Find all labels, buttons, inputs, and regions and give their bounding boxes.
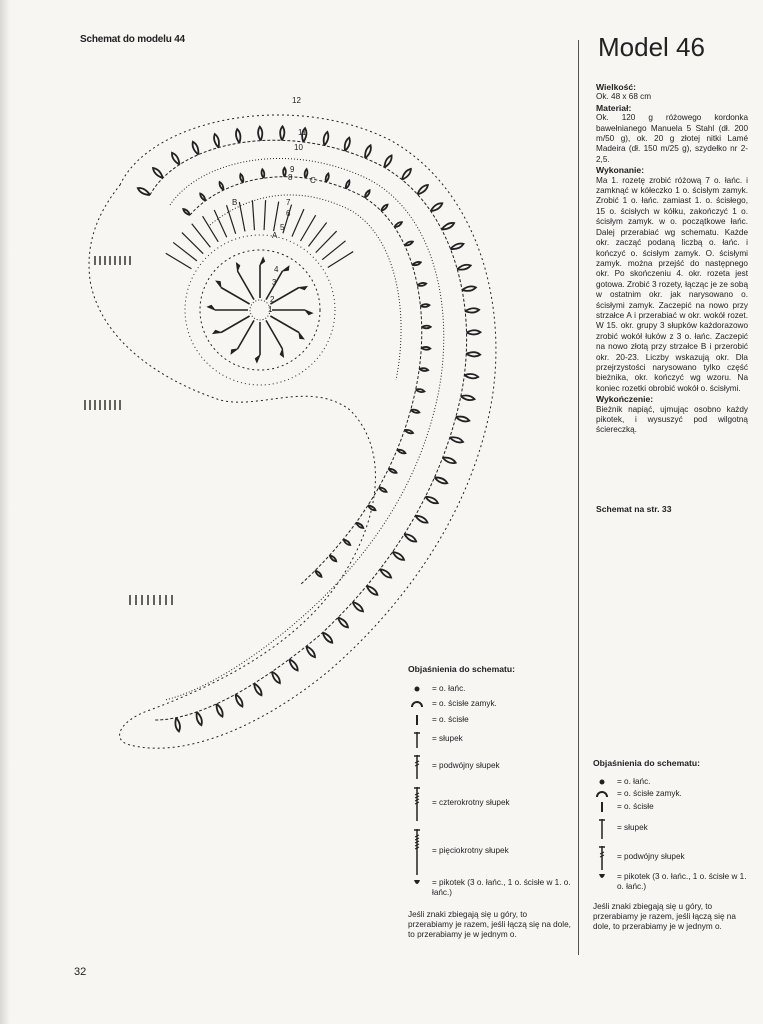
shell-petal <box>457 265 470 270</box>
rosette-spoke <box>221 288 250 305</box>
legend-text: = podwójny słupek <box>432 761 500 770</box>
legend-row <box>593 788 753 800</box>
rosette-tip <box>208 305 215 310</box>
page-spine-shadow <box>0 0 10 1024</box>
shell-petal <box>214 134 219 147</box>
dot-icon <box>593 778 611 786</box>
double-slupek-icon <box>408 753 426 779</box>
five-slupek-icon <box>408 827 426 875</box>
fan-stroke <box>316 231 337 253</box>
rosette-spoke <box>238 320 255 349</box>
legend-title: Objaśnienia do schematu: <box>593 758 700 768</box>
inner-petal <box>346 180 350 188</box>
shell-petal <box>462 286 476 291</box>
rosette-tip <box>237 263 240 271</box>
column-divider <box>578 40 579 955</box>
fan-stroke <box>308 222 326 246</box>
legend-text: = czterokrotny słupek <box>432 798 510 807</box>
shell-petal <box>345 138 350 151</box>
inner-petal <box>389 469 397 473</box>
inner-petal <box>397 450 405 454</box>
shell-petal <box>197 712 202 725</box>
shell-petal <box>450 244 463 250</box>
legend-text: = o. ścisłe <box>432 715 469 724</box>
legend-text: = podwójny słupek <box>617 852 685 861</box>
fan-stroke <box>203 216 219 242</box>
legend-text: = o. łańc. <box>617 777 651 786</box>
rosette-spoke <box>270 288 299 305</box>
size-text: Ok. 48 x 68 cm <box>596 92 652 102</box>
shell-petal <box>272 672 280 684</box>
finishing-heading: Wykończenie: <box>596 394 654 405</box>
inner-petal <box>343 539 350 545</box>
fan-stroke <box>182 233 203 254</box>
inner-petal <box>356 523 363 528</box>
legend-note: Jeśli znaki zbiegają się u góry, to przerabiamy je razem, jeśli łączą się na dole, to przerabiamy je w jednym o. <box>408 910 571 939</box>
legend-row <box>408 728 574 750</box>
bar-icon <box>408 715 426 725</box>
shell-petal <box>464 374 478 378</box>
shell-petal <box>384 155 391 167</box>
schema-title: Schemat do modelu 44 <box>80 34 185 45</box>
rosette-tip <box>299 287 307 290</box>
rosette-tip <box>305 310 312 315</box>
slupek-icon <box>593 817 611 839</box>
round-label-6: 6 <box>286 209 291 218</box>
fan-stroke <box>192 224 211 248</box>
inner-petal <box>368 505 376 510</box>
fan-stroke <box>227 205 236 234</box>
rosette-ring <box>185 235 335 385</box>
shell-petal <box>254 683 261 695</box>
rosette-center <box>250 300 270 320</box>
rosette-spoke <box>221 316 250 333</box>
quad-slupek-icon <box>408 785 426 821</box>
legend-row <box>593 800 753 814</box>
inner-petal <box>315 570 321 576</box>
page-number: 32 <box>74 966 87 978</box>
slupek-icon <box>408 730 426 748</box>
rosette-tip <box>283 266 289 271</box>
legend-text: = pikotek (3 o. łańc., 1 o. ścisłe w 1. o. łańc.) <box>432 878 571 897</box>
shell-petal <box>402 169 411 180</box>
round-label-12: 12 <box>292 96 301 105</box>
inner-petal <box>416 389 425 392</box>
rosette-spoke <box>270 316 299 333</box>
inner-petal <box>330 555 337 561</box>
shell-petal <box>404 534 416 542</box>
inner-petal <box>283 168 286 177</box>
shell-petal <box>323 632 333 642</box>
round-label-7: 7 <box>286 198 291 207</box>
picot-icon <box>593 872 611 882</box>
picot-icon <box>408 878 426 888</box>
inner-petal <box>417 283 426 286</box>
model-title: Model 46 <box>598 32 705 62</box>
fan-stroke <box>173 242 197 260</box>
arc-icon <box>593 790 611 798</box>
shell-petal <box>393 552 404 560</box>
fan-stroke <box>328 252 353 268</box>
inner-petal <box>240 174 243 183</box>
shell-petal <box>456 417 470 422</box>
rosette-tip <box>299 333 304 339</box>
shell-petal <box>466 352 480 356</box>
shell-petal <box>353 602 363 611</box>
shell-petal <box>236 129 240 143</box>
shell-petal <box>306 646 315 657</box>
arc-icon <box>408 700 426 708</box>
fan-stroke <box>300 215 315 241</box>
legend-row <box>408 682 574 696</box>
rosette-tip <box>216 281 221 287</box>
legend-text: = pikotek (3 o. łańc., 1 o. ścisłe w 1. o. łańc.) <box>617 872 747 891</box>
inner-petal <box>365 190 370 198</box>
rosette-spoke <box>266 320 283 349</box>
legend-right-page <box>593 758 753 932</box>
rosette-tip <box>231 349 237 354</box>
shell-petal <box>425 497 437 503</box>
material-heading: Materiał: <box>596 102 632 113</box>
round-label-5: 5 <box>280 223 285 232</box>
inner-petal <box>394 222 402 227</box>
shell-petal <box>431 203 443 211</box>
rosette-spoke <box>238 271 255 300</box>
dot-icon <box>408 685 426 693</box>
fan-stroke <box>252 200 254 230</box>
rosette-tip <box>260 258 265 265</box>
round-label-1: 1 <box>268 305 273 314</box>
legend-row <box>593 776 753 788</box>
round-label-2: 2 <box>270 295 275 304</box>
legend-left-page <box>408 664 574 940</box>
round-label-11: 11 <box>298 128 307 137</box>
inner-petal <box>381 205 387 211</box>
execution-text: Ma 1. rozetę zrobić różową 7 o. łańc. i zamknąć w kółeczko 1 o. ścisłym zamyk. Zrobić 1 o. łańc. zamiast 1. o. ścisłego, 15 o. ścisłych w kółku, zakończyć 1 o. ścisłym zamyk. w o. początkowe łańc. Dalej przerabiać wg schematu. Każde okr. zacząć podaną liczbą o. łańc. i kończyć o. ścisłym zamyk. O. ścisłymi zamyk. można przejść do następnego okr. Po skończeniu 4. okr. rozeta jest gotowa. Zrobić 3 rozety, łącząc je ze sobą w ostatnim okr. jak narysowano o. ścisłymi zamyk. Zaczepić na nowo przy strzałce A i przerabiać w okr. wokół rozet. W 15. okr. grupy 3 słupków każdorazowo zrobić wokół łuków z 3 o. łańc. Zaczepić na nowo złotą przy strzałce B i przerobić okr. 20-23. Liczby wskazują okr. Dla przejrzystości narysowano tylko część bieżnika, okr. kończyć wg wzoru. Na koniec rozetki obrobić wokół o. ścisłymi. <box>596 175 748 393</box>
shell-petal <box>465 308 479 312</box>
double-slupek-icon <box>593 844 611 870</box>
inner-petal <box>261 169 264 178</box>
instructions-column <box>596 82 748 436</box>
inner-petal <box>305 169 308 178</box>
legend-text: = o. ścisłe zamyk. <box>432 699 497 708</box>
legend-row <box>408 782 574 824</box>
execution-heading: Wykonanie: <box>596 165 645 176</box>
shell-petal <box>258 127 262 141</box>
shell-petal <box>175 718 180 732</box>
shell-petal <box>461 396 475 401</box>
legend-text: = słupek <box>432 734 463 743</box>
shell-petal <box>193 142 199 155</box>
inner-petal <box>200 194 205 201</box>
legend-text: = o. ścisłe <box>617 802 654 811</box>
round-label-10: 10 <box>294 143 303 152</box>
rosette-tip <box>213 330 221 333</box>
legend-text: = o. łańc. <box>432 684 466 693</box>
shell-petal <box>236 694 243 706</box>
legend-title: Objaśnienia do schematu: <box>408 664 515 674</box>
shell-petal <box>280 126 284 140</box>
shell-petal <box>450 437 463 442</box>
shell-petal <box>467 330 481 334</box>
shell-petal <box>442 223 454 230</box>
shell-petal <box>172 153 180 165</box>
legend-row <box>593 814 753 842</box>
inner-petal <box>419 368 428 371</box>
shell-petal <box>443 458 456 464</box>
arrow-label-b: B <box>232 198 238 207</box>
inner-petal <box>326 173 329 182</box>
shell-petal <box>138 188 150 195</box>
legend-row <box>593 842 753 872</box>
legend-text: = o. ścisłe zamyk. <box>617 789 682 798</box>
arrow-label-c: C <box>310 176 316 185</box>
inner-petal <box>183 209 190 215</box>
legend-note: Jeśli znaki zbiegają się u góry, to przerabiamy je razem, jeśli łączą się na dole, to przerabiamy je w jednym o. <box>593 902 736 931</box>
size-heading: Wielkość: <box>596 82 637 92</box>
shell-petal <box>380 569 391 578</box>
legend-row <box>408 878 574 906</box>
fan-stroke <box>322 241 345 260</box>
see-schema-note: Schemat na str. 33 <box>596 504 672 514</box>
shell-petal <box>338 618 348 628</box>
inner-petal <box>219 182 223 190</box>
finishing-text: Bieżnik napiąć, ujmując osobno każdy pikotek, i wysuszyć pod wilgotną ściereczką. <box>596 404 748 435</box>
bar-icon <box>593 802 611 812</box>
shell-petal <box>324 132 329 146</box>
inner-petal <box>420 304 429 307</box>
legend-row <box>408 696 574 712</box>
round-label-4: 4 <box>274 265 279 274</box>
legend-text: = słupek <box>617 823 648 832</box>
shell-petal <box>367 586 378 595</box>
material-text: Ok. 120 g różowego kordonka bawełnianego Manuela 5 Stahl (dł. 200 m/50 g), ok. 20 g złotej nitki Lamé Madeira (dł. 150 m/25 g), szydełko nr 2-2,5. <box>596 113 748 164</box>
inner-petal <box>422 326 431 329</box>
shell-petal <box>434 477 447 483</box>
diagram-band <box>190 177 422 585</box>
legend-row <box>408 712 574 728</box>
inner-petal <box>405 430 414 433</box>
fan-stroke <box>264 200 266 230</box>
fan-stroke <box>166 253 192 268</box>
inner-petal <box>412 262 421 265</box>
fan-stroke <box>274 202 279 232</box>
shell-petal <box>153 168 163 178</box>
fan-stroke <box>292 209 304 237</box>
shell-petal <box>415 516 427 523</box>
legend-text: = pięciokrotny słupek <box>432 846 509 855</box>
shell-petal <box>217 704 223 717</box>
round-label-3: 3 <box>272 278 277 287</box>
legend-row <box>408 750 574 782</box>
inner-petal <box>411 410 420 413</box>
shell-petal <box>289 659 297 670</box>
inner-petal <box>379 487 387 491</box>
rosette-tip <box>255 355 260 362</box>
round-label-9: 9 <box>290 165 295 174</box>
shell-petal <box>365 145 371 158</box>
round-label-8: 8 <box>288 173 293 182</box>
arrow-label-a: A <box>272 231 278 240</box>
legend-row <box>593 872 753 898</box>
shell-petal <box>417 185 427 194</box>
legend-row <box>408 824 574 878</box>
inner-petal <box>405 242 413 246</box>
fan-stroke <box>239 202 245 231</box>
rosette-tip <box>280 349 283 357</box>
inner-petal <box>421 347 430 350</box>
